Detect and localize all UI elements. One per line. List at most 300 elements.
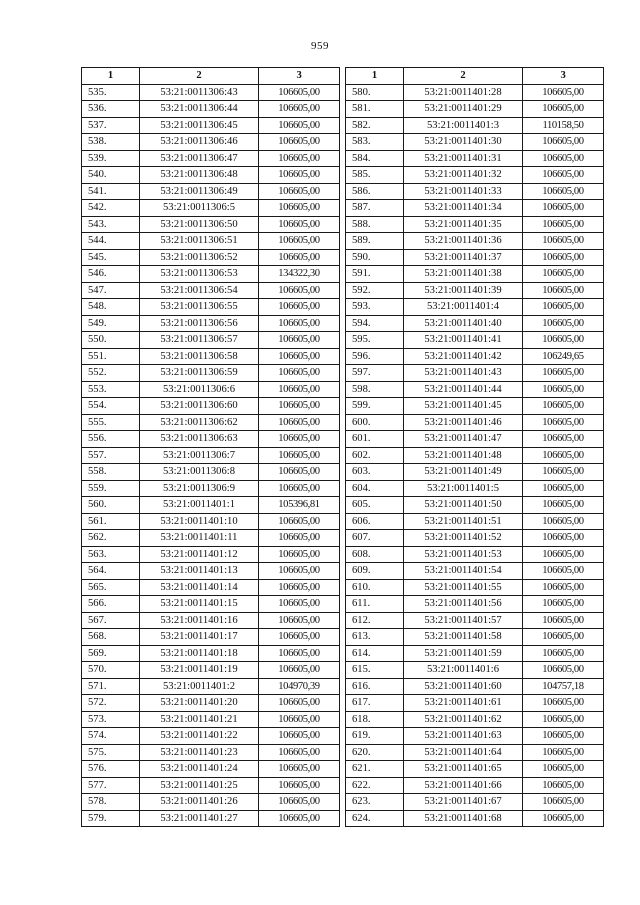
row-number-cell: 603.: [346, 464, 404, 481]
row-number-cell: 538.: [82, 134, 140, 151]
cadastral-number-cell: 53:21:0011306:8: [140, 464, 259, 481]
table-row: [82, 233, 340, 250]
row-number-cell: 588.: [346, 216, 404, 233]
value-cell: 106605,00: [523, 464, 604, 481]
cadastral-number-cell: 53:21:0011306:45: [140, 117, 259, 134]
row-number-cell: 593.: [346, 299, 404, 316]
table-row: [346, 711, 604, 728]
cadastral-number-cell: 53:21:0011306:7: [140, 447, 259, 464]
table-row: [346, 744, 604, 761]
row-number-cell: 581.: [346, 101, 404, 118]
table-row: [82, 761, 340, 778]
column-header-value: 3: [523, 68, 604, 85]
table-row: [82, 266, 340, 283]
cadastral-number-cell: 53:21:0011401:20: [140, 695, 259, 712]
cadastral-number-cell: 53:21:0011306:55: [140, 299, 259, 316]
row-number-cell: 583.: [346, 134, 404, 151]
row-number-cell: 554.: [82, 398, 140, 415]
value-cell: 106605,00: [523, 810, 604, 827]
value-cell: 106605,00: [259, 629, 340, 646]
table-row: [82, 678, 340, 695]
cadastral-number-cell: 53:21:0011306:56: [140, 315, 259, 332]
cadastral-number-cell: 53:21:0011401:55: [404, 579, 523, 596]
value-cell: 106605,00: [259, 282, 340, 299]
row-number-cell: 537.: [82, 117, 140, 134]
cadastral-number-cell: 53:21:0011401:26: [140, 794, 259, 811]
row-number-cell: 590.: [346, 249, 404, 266]
cadastral-number-cell: 53:21:0011306:46: [140, 134, 259, 151]
table-row: [82, 150, 340, 167]
row-number-cell: 584.: [346, 150, 404, 167]
cadastral-number-cell: 53:21:0011401:43: [404, 365, 523, 382]
table-header-row: [346, 68, 604, 85]
table-row: [346, 447, 604, 464]
value-cell: 106605,00: [523, 315, 604, 332]
value-cell: 106605,00: [259, 711, 340, 728]
cadastral-number-cell: 53:21:0011401:53: [404, 546, 523, 563]
table-row: [346, 810, 604, 827]
value-cell: 106605,00: [259, 530, 340, 547]
table-row: [82, 282, 340, 299]
row-number-cell: 589.: [346, 233, 404, 250]
value-cell: 104970,39: [259, 678, 340, 695]
table-row: [82, 662, 340, 679]
table-row: [82, 612, 340, 629]
row-number-cell: 587.: [346, 200, 404, 217]
row-number-cell: 565.: [82, 579, 140, 596]
cadastral-number-cell: 53:21:0011401:37: [404, 249, 523, 266]
value-cell: 106605,00: [523, 596, 604, 613]
table-row: [346, 678, 604, 695]
table-row: [82, 546, 340, 563]
cadastral-number-cell: 53:21:0011401:52: [404, 530, 523, 547]
value-cell: 106605,00: [259, 546, 340, 563]
row-number-cell: 555.: [82, 414, 140, 431]
cadastral-number-cell: 53:21:0011401:39: [404, 282, 523, 299]
row-number-cell: 606.: [346, 513, 404, 530]
row-number-cell: 596.: [346, 348, 404, 365]
row-number-cell: 578.: [82, 794, 140, 811]
registry-table-left: [81, 67, 340, 827]
value-cell: 106605,00: [523, 711, 604, 728]
cadastral-number-cell: 53:21:0011306:57: [140, 332, 259, 349]
cadastral-number-cell: 53:21:0011306:53: [140, 266, 259, 283]
table-row: [346, 629, 604, 646]
value-cell: 106605,00: [259, 117, 340, 134]
cadastral-number-cell: 53:21:0011306:58: [140, 348, 259, 365]
table-row: [82, 794, 340, 811]
value-cell: 106605,00: [523, 777, 604, 794]
cadastral-number-cell: 53:21:0011401:19: [140, 662, 259, 679]
row-number-cell: 600.: [346, 414, 404, 431]
value-cell: 106605,00: [259, 365, 340, 382]
value-cell: 106605,00: [259, 183, 340, 200]
table-row: [346, 431, 604, 448]
value-cell: 106605,00: [523, 629, 604, 646]
cadastral-number-cell: 53:21:0011401:40: [404, 315, 523, 332]
row-number-cell: 558.: [82, 464, 140, 481]
table-row: [82, 497, 340, 514]
value-cell: 106605,00: [259, 315, 340, 332]
row-number-cell: 624.: [346, 810, 404, 827]
table-row: [82, 447, 340, 464]
row-number-cell: 568.: [82, 629, 140, 646]
cadastral-number-cell: 53:21:0011401:34: [404, 200, 523, 217]
value-cell: 106605,00: [523, 233, 604, 250]
value-cell: 106605,00: [523, 563, 604, 580]
cadastral-number-cell: 53:21:0011401:23: [140, 744, 259, 761]
value-cell: 106605,00: [523, 84, 604, 101]
row-number-cell: 608.: [346, 546, 404, 563]
row-number-cell: 620.: [346, 744, 404, 761]
value-cell: 134322,30: [259, 266, 340, 283]
row-number-cell: 576.: [82, 761, 140, 778]
row-number-cell: 535.: [82, 84, 140, 101]
value-cell: 106605,00: [259, 249, 340, 266]
cadastral-number-cell: 53:21:0011306:48: [140, 167, 259, 184]
cadastral-number-cell: 53:21:0011306:63: [140, 431, 259, 448]
row-number-cell: 597.: [346, 365, 404, 382]
row-number-cell: 623.: [346, 794, 404, 811]
row-number-cell: 622.: [346, 777, 404, 794]
row-number-cell: 540.: [82, 167, 140, 184]
cadastral-number-cell: 53:21:0011401:48: [404, 447, 523, 464]
row-number-cell: 574.: [82, 728, 140, 745]
table-row: [82, 777, 340, 794]
row-number-cell: 559.: [82, 480, 140, 497]
row-number-cell: 550.: [82, 332, 140, 349]
cadastral-number-cell: 53:21:0011306:6: [140, 381, 259, 398]
value-cell: 106605,00: [523, 266, 604, 283]
cadastral-number-cell: 53:21:0011401:45: [404, 398, 523, 415]
table-row: [346, 84, 604, 101]
row-number-cell: 594.: [346, 315, 404, 332]
row-number-cell: 595.: [346, 332, 404, 349]
table-row: [82, 299, 340, 316]
table-row: [82, 711, 340, 728]
value-cell: 106605,00: [523, 761, 604, 778]
value-cell: 106605,00: [259, 810, 340, 827]
value-cell: 106605,00: [259, 84, 340, 101]
value-cell: 106605,00: [259, 332, 340, 349]
value-cell: 106605,00: [523, 299, 604, 316]
column-header-cadastral: 2: [140, 68, 259, 85]
value-cell: 106605,00: [523, 612, 604, 629]
value-cell: 106605,00: [259, 728, 340, 745]
row-number-cell: 577.: [82, 777, 140, 794]
value-cell: 106605,00: [259, 431, 340, 448]
row-number-cell: 542.: [82, 200, 140, 217]
table-row: [82, 398, 340, 415]
table-row: [346, 381, 604, 398]
row-number-cell: 567.: [82, 612, 140, 629]
table-row: [82, 134, 340, 151]
cadastral-number-cell: 53:21:0011401:36: [404, 233, 523, 250]
cadastral-number-cell: 53:21:0011306:9: [140, 480, 259, 497]
table-row: [82, 513, 340, 530]
row-number-cell: 560.: [82, 497, 140, 514]
row-number-cell: 604.: [346, 480, 404, 497]
cadastral-number-cell: 53:21:0011306:49: [140, 183, 259, 200]
cadastral-number-cell: 53:21:0011401:50: [404, 497, 523, 514]
table-row: [346, 513, 604, 530]
value-cell: 106605,00: [259, 381, 340, 398]
cadastral-number-cell: 53:21:0011401:15: [140, 596, 259, 613]
cadastral-number-cell: 53:21:0011401:1: [140, 497, 259, 514]
cadastral-number-cell: 53:21:0011401:61: [404, 695, 523, 712]
row-number-cell: 602.: [346, 447, 404, 464]
cadastral-number-cell: 53:21:0011401:42: [404, 348, 523, 365]
cadastral-number-cell: 53:21:0011401:67: [404, 794, 523, 811]
value-cell: 106605,00: [259, 216, 340, 233]
value-cell: 106605,00: [523, 381, 604, 398]
row-number-cell: 551.: [82, 348, 140, 365]
table-row: [346, 233, 604, 250]
row-number-cell: 536.: [82, 101, 140, 118]
cadastral-number-cell: 53:21:0011401:51: [404, 513, 523, 530]
value-cell: 106605,00: [259, 299, 340, 316]
cadastral-number-cell: 53:21:0011401:13: [140, 563, 259, 580]
table-row: [82, 728, 340, 745]
cadastral-number-cell: 53:21:0011401:25: [140, 777, 259, 794]
table-row: [346, 200, 604, 217]
table-row: [346, 216, 604, 233]
cadastral-number-cell: 53:21:0011401:38: [404, 266, 523, 283]
cadastral-number-cell: 53:21:0011401:68: [404, 810, 523, 827]
row-number-cell: 543.: [82, 216, 140, 233]
cadastral-number-cell: 53:21:0011401:66: [404, 777, 523, 794]
row-number-cell: 609.: [346, 563, 404, 580]
column-header-number: 1: [82, 68, 140, 85]
row-number-cell: 618.: [346, 711, 404, 728]
value-cell: 106605,00: [523, 794, 604, 811]
value-cell: 106605,00: [259, 596, 340, 613]
row-number-cell: 570.: [82, 662, 140, 679]
table-row: [82, 365, 340, 382]
table-row: [82, 332, 340, 349]
value-cell: 106605,00: [259, 480, 340, 497]
cadastral-number-cell: 53:21:0011401:30: [404, 134, 523, 151]
row-number-cell: 575.: [82, 744, 140, 761]
table-row: [82, 431, 340, 448]
row-number-cell: 552.: [82, 365, 140, 382]
value-cell: 106605,00: [523, 282, 604, 299]
table-row: [82, 695, 340, 712]
row-number-cell: 605.: [346, 497, 404, 514]
row-number-cell: 599.: [346, 398, 404, 415]
table-row: [346, 464, 604, 481]
value-cell: 110158,50: [523, 117, 604, 134]
value-cell: 106605,00: [259, 464, 340, 481]
value-cell: 106605,00: [259, 513, 340, 530]
table-row: [346, 480, 604, 497]
value-cell: 106605,00: [523, 150, 604, 167]
table-row: [82, 596, 340, 613]
row-number-cell: 607.: [346, 530, 404, 547]
value-cell: 106249,65: [523, 348, 604, 365]
cadastral-number-cell: 53:21:0011401:54: [404, 563, 523, 580]
row-number-cell: 573.: [82, 711, 140, 728]
table-row: [346, 761, 604, 778]
cadastral-number-cell: 53:21:0011306:60: [140, 398, 259, 415]
cadastral-number-cell: 53:21:0011306:52: [140, 249, 259, 266]
value-cell: 105396,81: [259, 497, 340, 514]
row-number-cell: 548.: [82, 299, 140, 316]
table-row: [82, 101, 340, 118]
table-row: [82, 563, 340, 580]
cadastral-number-cell: 53:21:0011306:50: [140, 216, 259, 233]
row-number-cell: 591.: [346, 266, 404, 283]
row-number-cell: 619.: [346, 728, 404, 745]
table-row: [82, 744, 340, 761]
table-row: [82, 249, 340, 266]
row-number-cell: 569.: [82, 645, 140, 662]
table-row: [82, 579, 340, 596]
row-number-cell: 549.: [82, 315, 140, 332]
table-row: [346, 414, 604, 431]
table-row: [346, 183, 604, 200]
cadastral-number-cell: 53:21:0011401:46: [404, 414, 523, 431]
value-cell: 106605,00: [523, 249, 604, 266]
row-number-cell: 563.: [82, 546, 140, 563]
cadastral-number-cell: 53:21:0011401:44: [404, 381, 523, 398]
table-row: [346, 777, 604, 794]
value-cell: 106605,00: [259, 233, 340, 250]
table-row: [82, 530, 340, 547]
cadastral-number-cell: 53:21:0011306:43: [140, 84, 259, 101]
cadastral-number-cell: 53:21:0011306:51: [140, 233, 259, 250]
value-cell: 106605,00: [259, 744, 340, 761]
row-number-cell: 614.: [346, 645, 404, 662]
registry-table-right: [345, 67, 604, 827]
cadastral-number-cell: 53:21:0011401:49: [404, 464, 523, 481]
cadastral-number-cell: 53:21:0011306:54: [140, 282, 259, 299]
row-number-cell: 601.: [346, 431, 404, 448]
row-number-cell: 546.: [82, 266, 140, 283]
row-number-cell: 582.: [346, 117, 404, 134]
value-cell: 106605,00: [523, 431, 604, 448]
value-cell: 106605,00: [523, 447, 604, 464]
table-row: [346, 612, 604, 629]
table-row: [346, 728, 604, 745]
value-cell: 106605,00: [259, 414, 340, 431]
table-row: [82, 200, 340, 217]
value-cell: 106605,00: [523, 695, 604, 712]
table-row: [346, 497, 604, 514]
table-row: [82, 629, 340, 646]
table-header-row: [82, 68, 340, 85]
cadastral-number-cell: 53:21:0011306:5: [140, 200, 259, 217]
value-cell: 106605,00: [259, 662, 340, 679]
row-number-cell: 592.: [346, 282, 404, 299]
row-number-cell: 557.: [82, 447, 140, 464]
value-cell: 106605,00: [523, 414, 604, 431]
table-row: [346, 794, 604, 811]
cadastral-number-cell: 53:21:0011401:22: [140, 728, 259, 745]
cadastral-number-cell: 53:21:0011401:17: [140, 629, 259, 646]
table-row: [82, 348, 340, 365]
cadastral-number-cell: 53:21:0011306:47: [140, 150, 259, 167]
cadastral-number-cell: 53:21:0011401:2: [140, 678, 259, 695]
cadastral-number-cell: 53:21:0011401:60: [404, 678, 523, 695]
table-row: [346, 645, 604, 662]
value-cell: 106605,00: [259, 398, 340, 415]
table-row: [346, 662, 604, 679]
row-number-cell: 547.: [82, 282, 140, 299]
value-cell: 106605,00: [523, 200, 604, 217]
table-row: [346, 282, 604, 299]
row-number-cell: 539.: [82, 150, 140, 167]
table-row: [82, 84, 340, 101]
column-header-cadastral: 2: [404, 68, 523, 85]
cadastral-number-cell: 53:21:0011401:29: [404, 101, 523, 118]
cadastral-number-cell: 53:21:0011401:33: [404, 183, 523, 200]
cadastral-number-cell: 53:21:0011401:64: [404, 744, 523, 761]
cadastral-number-cell: 53:21:0011401:21: [140, 711, 259, 728]
row-number-cell: 613.: [346, 629, 404, 646]
value-cell: 106605,00: [259, 645, 340, 662]
value-cell: 106605,00: [523, 216, 604, 233]
cadastral-number-cell: 53:21:0011401:56: [404, 596, 523, 613]
table-row: [82, 480, 340, 497]
cadastral-number-cell: 53:21:0011306:59: [140, 365, 259, 382]
value-cell: 106605,00: [259, 150, 340, 167]
value-cell: 106605,00: [259, 134, 340, 151]
table-row: [82, 645, 340, 662]
value-cell: 106605,00: [523, 728, 604, 745]
cadastral-number-cell: 53:21:0011401:11: [140, 530, 259, 547]
value-cell: 106605,00: [523, 530, 604, 547]
cadastral-number-cell: 53:21:0011401:28: [404, 84, 523, 101]
row-number-cell: 586.: [346, 183, 404, 200]
value-cell: 106605,00: [259, 695, 340, 712]
table-row: [82, 117, 340, 134]
row-number-cell: 556.: [82, 431, 140, 448]
cadastral-number-cell: 53:21:0011401:58: [404, 629, 523, 646]
table-row: [346, 365, 604, 382]
row-number-cell: 544.: [82, 233, 140, 250]
table-row: [346, 249, 604, 266]
table-row: [346, 332, 604, 349]
cadastral-number-cell: 53:21:0011401:32: [404, 167, 523, 184]
value-cell: 106605,00: [523, 167, 604, 184]
value-cell: 106605,00: [523, 744, 604, 761]
row-number-cell: 564.: [82, 563, 140, 580]
table-row: [346, 348, 604, 365]
table-row: [346, 266, 604, 283]
row-number-cell: 561.: [82, 513, 140, 530]
value-cell: 106605,00: [523, 497, 604, 514]
value-cell: 106605,00: [523, 183, 604, 200]
column-header-number: 1: [346, 68, 404, 85]
value-cell: 106605,00: [259, 101, 340, 118]
column-header-value: 3: [259, 68, 340, 85]
cadastral-number-cell: 53:21:0011401:62: [404, 711, 523, 728]
row-number-cell: 585.: [346, 167, 404, 184]
value-cell: 106605,00: [523, 398, 604, 415]
value-cell: 106605,00: [259, 777, 340, 794]
table-row: [82, 167, 340, 184]
value-cell: 106605,00: [523, 645, 604, 662]
table-row: [346, 695, 604, 712]
table-row: [346, 167, 604, 184]
table-row: [346, 563, 604, 580]
table-row: [346, 134, 604, 151]
cadastral-number-cell: 53:21:0011401:14: [140, 579, 259, 596]
row-number-cell: 612.: [346, 612, 404, 629]
cadastral-number-cell: 53:21:0011401:16: [140, 612, 259, 629]
cadastral-number-cell: 53:21:0011401:65: [404, 761, 523, 778]
